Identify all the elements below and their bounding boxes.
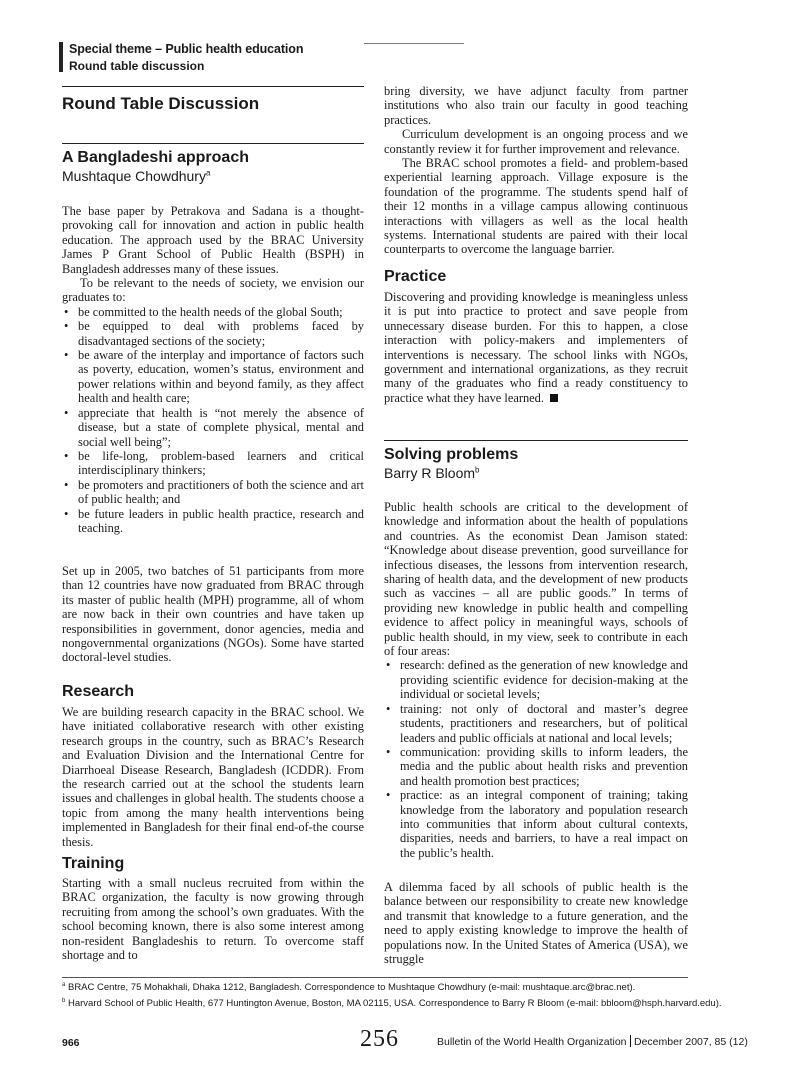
list-item: • practice: as an integral component of training; taking knowledge from the laboratory and population research into communities that inform about cultural contexts, disparities, needs and barriers, to have a real impact on the public’s health. (384, 788, 688, 860)
paragraph: To be relevant to the needs of society, we envision our graduates to: (62, 276, 364, 305)
column-rule (62, 86, 364, 87)
right-column-article2 (384, 500, 688, 860)
author-mark: a (205, 168, 211, 178)
footnote-a (62, 982, 635, 993)
list-item: • be future leaders in public health practice, research and teaching. (62, 507, 364, 536)
footnote-text: Harvard School of Public Health, 677 Huntington Avenue, Boston, MA 02115, USA. Correspondence to Barry R Bloom (e-mail: bbloom@hsph.harvard.edu). (67, 998, 722, 1010)
research-heading: Research (62, 683, 135, 700)
article-title: Solving problems (384, 446, 519, 463)
left-column-paragraph (62, 564, 364, 665)
journal-citation (437, 1035, 748, 1048)
paragraph: Set up in 2005, two batches of 51 participants from more than 12 countries have now graduated from BRAC through its master of public health (MPH) programme, all of whom are now back in their own countries and have taken up responsibilities in government, donor agencies, media and nongovernmental organizations (NGOs). Some have started doctoral-level studies. (62, 564, 364, 665)
paragraph: bring diversity, we have adjunct faculty from partner institutions who also train our faculty in good teaching practices. (384, 84, 688, 127)
separator (630, 1035, 632, 1047)
list-item: • be equipped to deal with problems faced by disadvantaged sections of the society; (62, 319, 364, 348)
paragraph: Curriculum development is an ongoing process and we constantly review it for further improvement and relevance. (384, 127, 688, 156)
training-heading: Training (62, 855, 125, 872)
theme-label: Special theme – Public health education (69, 42, 304, 56)
practice-text: Discovering and providing knowledge is meaningless unless it is put into practice to protect and save people from unnecessary disease burden. For this to happen, a close interaction with policy-makers and implementers of interventions is necessary. The school links with NGOs, government and international organizations, as they recruit many of the graduates who find a ready constituency to practice what they have learned. (384, 290, 688, 405)
research-section (62, 705, 364, 849)
list-item: • communication: providing skills to inform leaders, the media and the public about health risks and prevention and health promotion best practices; (384, 745, 688, 788)
list-item: • appreciate that health is “not merely the absence of disease, but a state of complete physical, mental and social well being”; (62, 406, 364, 449)
footnote-mark: b (62, 998, 66, 1004)
journal-issue: December 2007, 85 (12) (634, 1036, 748, 1048)
article-title: A Bangladeshi approach (62, 149, 249, 166)
training-section (62, 876, 364, 962)
list-item: • be life-long, problem-based learners and critical interdisciplinary thinkers; (62, 449, 364, 478)
paragraph (384, 290, 688, 405)
section-label: Round table discussion (69, 59, 205, 73)
paragraph: A dilemma faced by all schools of public health is the balance between our responsibility to create new knowledge and transmit that knowledge to a future generation, and the need to apply existing knowledge to improve the health of populations now. In the United States of America (USA), we struggle (384, 880, 688, 967)
left-column (62, 204, 364, 535)
paragraph: Public health schools are critical to the development of knowledge and information about the health of populations and countries. As the economist Dean Jamison stated: “Knowledge about disease prevention, good surveillance for infectious diseases, the lessons from intervention research, sharing of health data, and the development of new products such as vaccines – all are public goods.” In terms of providing new knowledge in public health and compelling evidence to affect policy in meaningful ways, schools of public health should, in my view, seek to contribute in each of four areas: (384, 500, 688, 659)
practice-heading: Practice (384, 268, 447, 285)
paragraph: The BRAC school promotes a field- and problem-based experiential learning approach. Village exposure is the foundation of the programme. The students spend half of their 12 months in a village campus allowing continuous interactions with villagers as well as the local health systems. International students are paired with their local counterparts to overcome the language barrier. (384, 156, 688, 257)
list-item: • be committed to the health needs of the global South; (62, 305, 364, 319)
four-areas-list (384, 658, 688, 860)
list-item: • research: defined as the generation of new knowledge and providing scientific evidence for decision-making at the individual or societal levels; (384, 658, 688, 701)
list-item: • be aware of the interplay and importance of factors such as poverty, education, women’s status, environment and power relations within and beyond family, as they affect health and health care; (62, 348, 364, 406)
author-mark: b (475, 465, 480, 475)
paragraph: We are building research capacity in the BRAC school. We have initiated collaborative research with other existing research groups in the country, such as BRAC’s Research and Evaluation Division and the International Centre for Diarrhoeal Disease Research, Bangladesh (ICDDR). From the research carried out at the school the students learn issues and challenges in global health. The students choose a topic from among the many health interventions being implemented in Bangladesh for their final end-of-the course thesis. (62, 705, 364, 849)
footnote-b (62, 998, 722, 1009)
article-author (62, 168, 210, 184)
header-rule (364, 43, 464, 44)
paragraph: The base paper by Petrakova and Sadana is a thought-provoking call for innovation and action in public health education. The approach used by the BRAC University James P Grant School of Public Health (BSPH) in Bangladesh addresses many of these issues. (62, 204, 364, 276)
graduate-goals-list (62, 305, 364, 536)
list-item: • training: not only of doctoral and master’s degree students, practitioners and researchers, but of political leaders and public officials at national and local levels; (384, 702, 688, 745)
stamped-page-number: 256 (360, 1026, 399, 1052)
footnote-mark: a (62, 982, 66, 988)
author-name: Mushtaque Chowdhury (62, 168, 206, 184)
list-item: • be promoters and practitioners of both the science and art of public health; and (62, 478, 364, 507)
article-author (384, 465, 479, 481)
column-rule (62, 143, 364, 144)
page-title: Round Table Discussion (62, 94, 260, 113)
footnote-rule (62, 977, 688, 978)
journal-name: Bulletin of the World Health Organization (437, 1036, 627, 1048)
header-bar (59, 42, 63, 72)
right-column (384, 84, 688, 257)
paragraph: Starting with a small nucleus recruited from within the BRAC organization, the faculty is now growing through recruiting from among the school’s own graduates. With the school becoming known, there is also some interest among non-resident Bangladeshis to return. To overcome staff shortage and to (62, 876, 364, 963)
right-column-closing (384, 880, 688, 966)
end-of-article-mark (550, 394, 558, 402)
author-name: Barry R Bloom (384, 465, 476, 481)
footnote-text: BRAC Centre, 75 Mohakhali, Dhaka 1212, Bangladesh. Correspondence to Mushtaque Chowdhury (e-mail: mushtaque.arc@brac.net). (67, 982, 636, 994)
page-number: 966 (62, 1037, 80, 1049)
practice-section (384, 290, 688, 405)
column-rule (384, 440, 688, 441)
